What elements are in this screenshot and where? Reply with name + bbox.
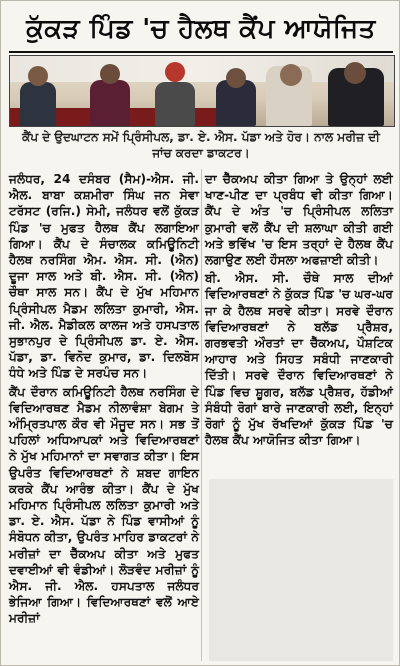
doctor-head (344, 62, 366, 84)
article-column-left (9, 171, 199, 629)
article-paragraph: ਦਾ ਚੈੱਕਅਪ ਕੀਤਾ ਗਿਆ ਤੇ ਉਨ੍ਹਾਂ ਲਈ ਖਾਣ-ਪੀਣ ਦਾ ਪ੍ਰਬੰਧ ਵੀ ਕੀਤਾ ਗਿਆ। ਕੈਂਪ ਦੇ ਅੰਤ 'ਚ ਪ੍ਰਿੰਸੀਪਲ ਲਲਿਤਾ ਕੁਮਾਰੀ ਵਲੋਂ ਕੈਂਪ ਦੀ ਸ਼ਲਾਘਾ ਕੀਤੀ ਗਈ ਅਤੇ ਭਵਿੱਖ 'ਚ ਇਸ ਤਰ੍ਹਾਂ ਦੇ ਹੈਲਥ ਕੈਂਪ ਲਗਾਉਣ ਲਈ ਹੌਸਲਾ ਅਫਜ਼ਾਈ ਕੀਤੀ। (205, 172, 393, 268)
person-figure (90, 80, 130, 126)
person-figure (155, 82, 195, 126)
person-figure (20, 82, 56, 126)
person-head (226, 68, 246, 88)
article-paragraph: ਕੈਂਪ ਦੌਰਾਨ ਕਮਿਊਨਿਟੀ ਹੈਲਥ ਨਰਸਿੰਗ ਦੇ ਵਿਦਿਆਰਥਣ ਮੈਡਮ ਨੀਲਾਵੰਸ਼ਾ ਬੇਗਮ ਤੇ ਅੰਮ੍ਰਿਤਪਾਲ ਕੌਰ ਵੀ ਮੌਜੂਦ ਸਨ। ਸਭ ਤੋਂ ਪਹਿਲਾਂ ਅਧਿਆਪਕਾਂ ਅਤੇ ਵਿਦਿਆਰਥਣਾਂ ਨੇ ਮੁੱਖ ਮਹਿਮਾਨਾਂ ਦਾ ਸਵਾਗਤ ਕੀਤਾ। ਇਸ ਉਪਰੰਤ ਵਿਦਿਆਰਥਣਾਂ ਨੇ ਸ਼ਬਦ ਗਾਇਨ ਕਰਕੇ ਕੈਂਪ ਆਰੰਭ ਕੀਤਾ। ਕੈਂਪ ਦੇ ਮੁੱਖ ਮਹਿਮਾਨ ਪ੍ਰਿੰਸੀਪਲ ਲਲਿਤਾ ਕੁਮਾਰੀ ਅਤੇ ਡਾ. ਏ. ਐਸ. ਪੱਡਾ ਨੇ ਪਿੰਡ ਵਾਸੀਆਂ ਨੂੰ ਸੰਬੋਧਨ ਕੀਤਾ, ਉਪਰੰਤ ਮਾਹਿਰ ਡਾਕਟਰਾਂ ਨੇ ਮਰੀਜ਼ਾਂ ਦਾ ਚੈੱਕਅਪ ਕੀਤਾ ਅਤੇ ਮੁਫਤ ਦਵਾਈਆਂ ਵੀ ਵੰਡੀਆਂ। ਲੋੜਵੰਦ ਮਰੀਜ਼ਾਂ ਨੂੰ ਐਸ. ਜੀ. ਐਲ. ਹਸਪਤਾਲ ਜਲੰਧਰ ਭੇਜਿਆ ਗਿਆ। ਵਿਦਿਆਰਥਣਾਂ ਵਲੋਂ ਆਏ ਮਰੀਜ਼ਾਂ (9, 384, 199, 626)
person-head (28, 66, 48, 86)
photo-caption: ਕੈਂਪ ਦੇ ਉਦਘਾਟਨ ਸਮੇਂ ਪ੍ਰਿੰਸੀਪਲ, ਡਾ. ਏ. ਐਸ. ਪੱਡਾ ਅਤੇ ਹੋਰ। ਨਾਲ ਮਰੀਜ਼ ਦੀ ਜਾਂਚ ਕਰਦਾ ਡਾਕਟਰ। (22, 130, 380, 160)
column-divider (201, 169, 202, 661)
person-head (165, 62, 185, 82)
person-head (100, 64, 120, 84)
empty-area (209, 479, 393, 661)
patient-head (280, 64, 302, 86)
headline: ਕੁੱਕੜ ਪਿੰਡ 'ਚ ਹੈਲਥ ਕੈਂਪ ਆਯੋਜਿਤ (9, 7, 393, 53)
article-paragraph: ਜਲੰਧਰ, 24 ਦਸੰਬਰ (ਸੈਮ)-ਐਸ. ਜੀ. ਐਲ. ਬਾਬਾ ਕਸ਼ਮੀਰਾ ਸਿੰਘ ਜਨ ਸੇਵਾ ਟਰੱਸਟ (ਰਜਿ.) ਸੇਮੀ, ਜਲੰਧਰ ਵਲੋਂ ਕੁੱਕੜ ਪਿੰਡ 'ਚ ਮੁਫਤ ਹੈਲਥ ਕੈਂਪ ਲਗਾਇਆ ਗਿਆ। ਕੈਂਪ ਦੇ ਸੰਚਾਲਕ ਕਮਿਊਨਿਟੀ ਹੈਲਥ ਨਰਸਿੰਗ ਐਮ. ਐਸ. ਸੀ. (ਐਨ) ਦੂਜਾ ਸਾਲ ਅਤੇ ਬੀ. ਐਸ. ਸੀ. (ਐਨ) ਚੌਥਾ ਸਾਲ ਸਨ। ਕੈਂਪ ਦੇ ਮੁੱਖ ਮਹਿਮਾਨ ਪ੍ਰਿੰਸੀਪਲ ਮੈਡਮ ਲਲਿਤਾ ਕੁਮਾਰੀ, ਐਸ. ਜੀ. ਐਲ. ਮੈਡੀਕਲ ਕਾਲਜ ਅਤੇ ਹਸਪਤਾਲ ਸੁਭਾਨਪੁਰ ਦੇ ਪ੍ਰਿੰਸੀਪਲ ਡਾ. ਏ. ਐਸ. ਪੱਡਾ, ਡਾ. ਵਿਨੋਦ ਕੁਮਾਰ, ਡਾ. ਦਿਲਬੋਸ ਧੰਧੇ ਅਤੇ ਪਿੰਡ ਦੇ ਸਰਪੰਚ ਸਨ। (9, 172, 199, 381)
event-photo (9, 55, 395, 127)
article-paragraph: ਬੀ. ਐਸ. ਸੀ. ਚੌਥੇ ਸਾਲ ਦੀਆਂ ਵਿਦਿਆਰਥਣਾਂ ਨੇ ਕੁੱਕੜ ਪਿੰਡ 'ਚ ਘਰ-ਘਰ ਜਾ ਕੇ ਹੈਲਥ ਸਰਵੇ ਕੀਤਾ। ਸਰਵੇ ਦੌਰਾਨ ਵਿਦਿਆਰਥਣਾਂ ਨੇ ਬਲੱਡ ਪ੍ਰੈਸ਼ਰ, ਗਰਭਵਤੀ ਔਰਤਾਂ ਦਾ ਚੈੱਕਅਪ, ਪੌਸ਼ਟਿਕ ਆਹਾਰ ਅਤੇ ਸਿਹਤ ਸਬੰਧੀ ਜਾਣਕਾਰੀ ਦਿੱਤੀ। ਸਰਵੇ ਦੌਰਾਨ ਵਿਦਿਆਰਥਣਾਂ ਨੇ ਪਿੰਡ ਵਿਚ ਸ਼ੂਗਰ, ਬਲੱਡ ਪ੍ਰੈਸ਼ਰ, ਹੱਡੀਆਂ ਸੰਬੰਧੀ ਰੋਗਾਂ ਬਾਰੇ ਜਾਣਕਾਰੀ ਲਈ, ਇਨ੍ਹਾਂ ਰੋਗਾਂ ਨੂੰ ਮੁੱਖ ਰੱਖਦਿਆਂ ਕੁੱਕੜ ਪਿੰਡ 'ਚ ਹੈਲਥ ਕੈਂਪ ਆਯੋਜਿਤ ਕੀਤਾ ਗਿਆ। (205, 271, 393, 448)
article-column-right (205, 171, 393, 450)
